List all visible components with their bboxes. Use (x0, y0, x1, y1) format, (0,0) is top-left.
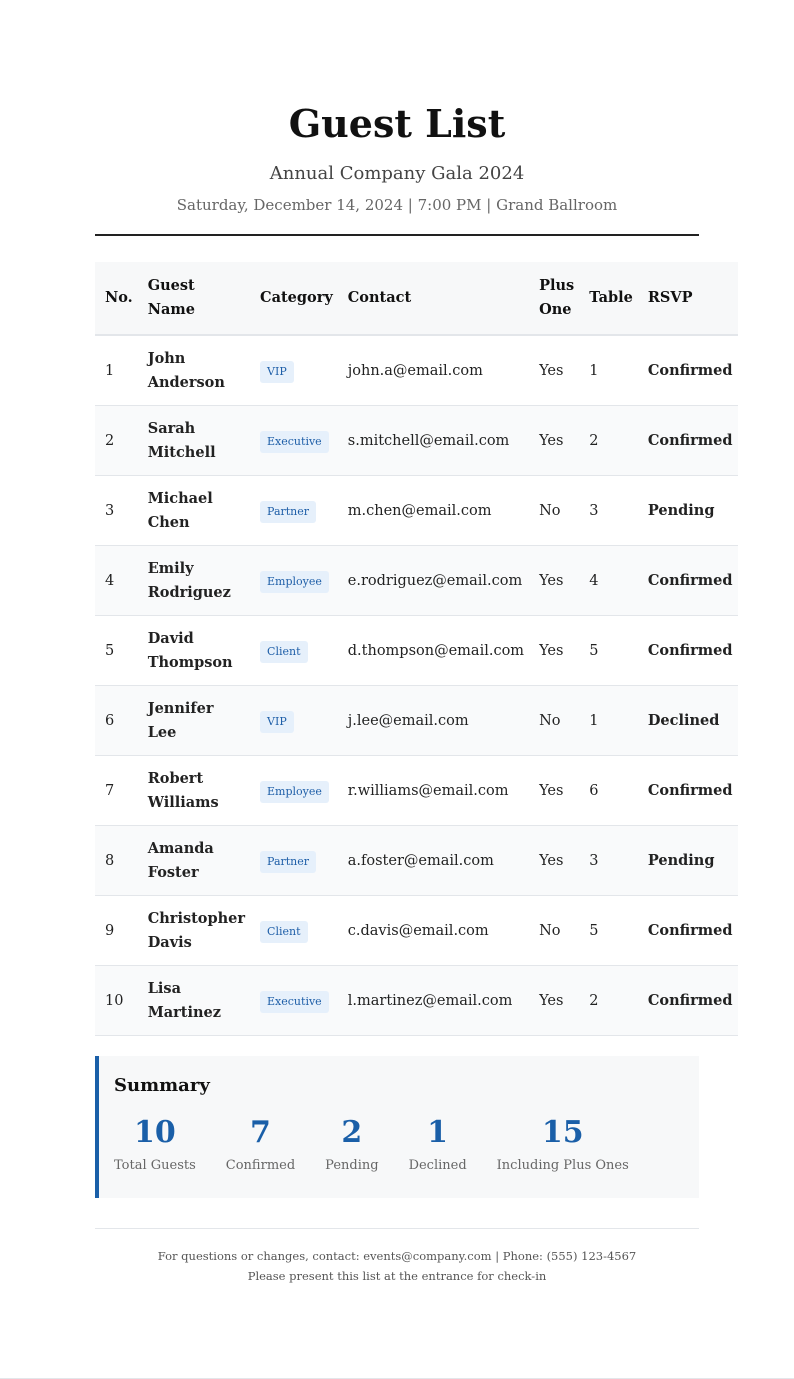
summary-stats (114, 1116, 679, 1175)
cell-contact: s.mitchell@email.com (338, 406, 529, 476)
cell-guest-name: Christopher Davis (138, 896, 250, 966)
category-badge: VIP (260, 361, 294, 383)
cell-table: 5 (579, 896, 638, 966)
cell-category (250, 826, 338, 896)
table-row (95, 826, 738, 896)
summary-stat (325, 1116, 378, 1175)
guest-table-header (95, 262, 738, 335)
cell-guest-name: Amanda Foster (138, 826, 250, 896)
category-badge: Executive (260, 991, 329, 1013)
event-name: Annual Company Gala 2024 (269, 163, 525, 184)
rsvp-status: Confirmed (638, 756, 738, 826)
summary-stat (497, 1116, 629, 1175)
cell-table: 4 (579, 546, 638, 616)
cell-table: 2 (579, 406, 638, 476)
rsvp-status: Confirmed (638, 335, 738, 406)
document-header (95, 0, 699, 236)
cell-category (250, 546, 338, 616)
footer-checkin-note: Please present this list at the entrance for check-in (247, 1269, 547, 1283)
rsvp-status: Pending (638, 476, 738, 546)
page-title: Guest List (288, 101, 506, 146)
cell-table: 1 (579, 686, 638, 756)
cell-contact: john.a@email.com (338, 335, 529, 406)
cell-plus-one: No (529, 476, 579, 546)
header-contact: Contact (338, 262, 529, 335)
cell-guest-name: Robert Williams (138, 756, 250, 826)
stat-label: Declined (408, 1158, 467, 1173)
cell-no: 2 (95, 406, 138, 476)
cell-plus-one: Yes (529, 826, 579, 896)
stat-label: Confirmed (225, 1158, 296, 1173)
stat-value: 2 (341, 1115, 363, 1150)
stat-label: Including Plus Ones (496, 1158, 629, 1173)
header-no: No. (95, 262, 138, 335)
table-row (95, 406, 738, 476)
cell-contact: m.chen@email.com (338, 476, 529, 546)
cell-contact: d.thompson@email.com (338, 616, 529, 686)
summary-stat (226, 1116, 295, 1175)
rsvp-status: Pending (638, 826, 738, 896)
category-badge: Client (260, 921, 307, 943)
cell-no: 10 (95, 966, 138, 1036)
cell-contact: j.lee@email.com (338, 686, 529, 756)
cell-no: 1 (95, 335, 138, 406)
table-row (95, 335, 738, 406)
cell-table: 6 (579, 756, 638, 826)
cell-contact: r.williams@email.com (338, 756, 529, 826)
table-row (95, 686, 738, 756)
footer-contact-line: For questions or changes, contact: events@company.com | Phone: (555) 123-4567 (157, 1249, 637, 1263)
cell-table: 3 (579, 826, 638, 896)
cell-guest-name: Jennifer Lee (138, 686, 250, 756)
summary-stat (114, 1116, 196, 1175)
cell-contact: l.martinez@email.com (338, 966, 529, 1036)
summary-panel (95, 1056, 699, 1198)
cell-contact: a.foster@email.com (338, 826, 529, 896)
cell-category (250, 686, 338, 756)
cell-contact: c.davis@email.com (338, 896, 529, 966)
category-badge: Client (260, 641, 307, 663)
header-table: Table (579, 262, 638, 335)
guest-table-body (95, 335, 738, 1036)
cell-no: 9 (95, 896, 138, 966)
category-badge: Employee (260, 571, 329, 593)
header-rsvp: RSVP (638, 262, 738, 335)
event-details: Saturday, December 14, 2024 | 7:00 PM | Grand Ballroom (176, 196, 618, 214)
category-badge: Executive (260, 431, 329, 453)
stat-value: 10 (134, 1115, 176, 1150)
cell-category (250, 896, 338, 966)
rsvp-status: Confirmed (638, 896, 738, 966)
cell-category (250, 756, 338, 826)
table-row (95, 476, 738, 546)
cell-guest-name: Lisa Martinez (138, 966, 250, 1036)
cell-guest-name: David Thompson (138, 616, 250, 686)
table-row (95, 546, 738, 616)
category-badge: VIP (260, 711, 294, 733)
rsvp-status: Confirmed (638, 406, 738, 476)
header-plus-one: Plus One (529, 262, 579, 335)
table-row (95, 896, 738, 966)
stat-value: 7 (250, 1115, 271, 1150)
cell-table: 5 (579, 616, 638, 686)
cell-plus-one: Yes (529, 406, 579, 476)
header-category: Category (250, 262, 338, 335)
cell-plus-one: Yes (529, 616, 579, 686)
stat-label: Total Guests (114, 1158, 196, 1173)
cell-guest-name: Michael Chen (138, 476, 250, 546)
cell-category (250, 966, 338, 1036)
document-footer (95, 1228, 699, 1286)
cell-contact: e.rodriguez@email.com (338, 546, 529, 616)
category-badge: Partner (260, 501, 316, 523)
cell-table: 1 (579, 335, 638, 406)
cell-no: 4 (95, 546, 138, 616)
cell-no: 8 (95, 826, 138, 896)
cell-guest-name: Emily Rodriguez (138, 546, 250, 616)
cell-no: 7 (95, 756, 138, 826)
cell-category (250, 616, 338, 686)
rsvp-status: Declined (638, 686, 738, 756)
cell-no: 5 (95, 616, 138, 686)
guest-list-document (95, 0, 733, 1286)
header-guest-name: Guest Name (138, 262, 250, 335)
rsvp-status: Confirmed (638, 616, 738, 686)
header-row (95, 262, 738, 335)
summary-title: Summary (114, 1075, 210, 1096)
stat-value: 15 (541, 1115, 584, 1150)
stat-label: Pending (325, 1158, 379, 1173)
cell-guest-name: John Anderson (138, 335, 250, 406)
cell-no: 6 (95, 686, 138, 756)
cell-plus-one: No (529, 896, 579, 966)
cell-category (250, 406, 338, 476)
cell-plus-one: Yes (529, 756, 579, 826)
rsvp-status: Confirmed (638, 966, 738, 1036)
cell-plus-one: Yes (529, 966, 579, 1036)
cell-table: 3 (579, 476, 638, 546)
summary-stat (409, 1116, 467, 1175)
category-badge: Partner (260, 851, 316, 873)
stat-value: 1 (427, 1115, 449, 1150)
table-row (95, 966, 738, 1036)
cell-category (250, 476, 338, 546)
cell-plus-one: Yes (529, 335, 579, 406)
category-badge: Employee (260, 781, 329, 803)
table-row (95, 616, 738, 686)
guest-table (95, 262, 738, 1036)
cell-plus-one: No (529, 686, 579, 756)
rsvp-status: Confirmed (638, 546, 738, 616)
cell-category (250, 335, 338, 406)
cell-table: 2 (579, 966, 638, 1036)
cell-no: 3 (95, 476, 138, 546)
cell-guest-name: Sarah Mitchell (138, 406, 250, 476)
table-row (95, 756, 738, 826)
cell-plus-one: Yes (529, 546, 579, 616)
